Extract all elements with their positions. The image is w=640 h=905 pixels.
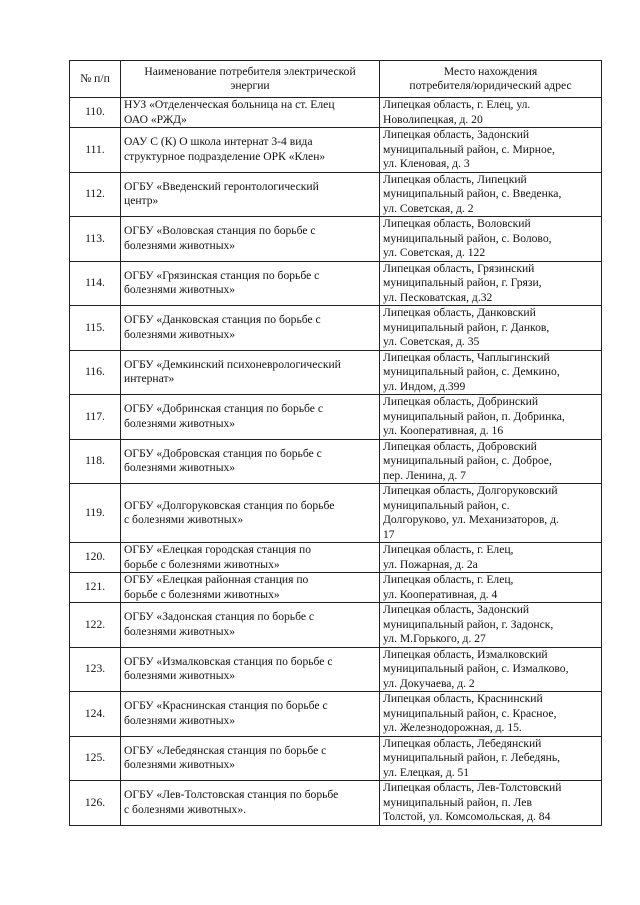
table-row xyxy=(70,439,602,484)
consumer-name-cell xyxy=(121,647,380,692)
address-line: муниципальный район, с. Введенка, xyxy=(383,187,562,200)
address-cell xyxy=(380,172,602,217)
address-line: муниципальный район, г. Грязи, xyxy=(383,276,542,289)
address-cell xyxy=(380,647,602,692)
row-number: 111. xyxy=(70,128,121,173)
consumer-name-line: структурное подразделение ОРК «Клен» xyxy=(124,149,326,163)
header-address-line: Место нахождения xyxy=(443,64,538,78)
row-number: 110. xyxy=(70,98,121,128)
consumer-name-cell xyxy=(121,306,380,351)
row-number: 119. xyxy=(70,484,121,543)
address-line: ул. Кооперативная, д. 16 xyxy=(383,424,504,437)
consumer-name-cell xyxy=(121,543,380,573)
consumer-name-line: ОГБУ «Лебедянская станция по борьбе с xyxy=(124,743,327,757)
consumer-name-line: ОГБУ «Грязинская станция по борьбе с xyxy=(124,268,320,282)
header-consumer-name xyxy=(121,61,380,98)
consumer-name-cell xyxy=(121,439,380,484)
address-line: муниципальный район, с. Измалково, xyxy=(383,662,569,675)
row-number: 126. xyxy=(70,781,121,826)
address-cell xyxy=(380,395,602,440)
consumer-name-line: ОГБУ «Воловская станция по борьбе с xyxy=(124,224,316,238)
consumer-name-line: ОГБУ «Задонская станция по борьбе с xyxy=(124,610,315,624)
header-name-line: Наименование потребителя электрической xyxy=(144,64,356,78)
consumer-name-cell xyxy=(121,573,380,603)
address-line: Липецкая область, Грязинский xyxy=(383,261,535,275)
address-line: муниципальный район, г. Лебедянь, xyxy=(383,751,561,764)
address-line: Липецкая область, Долгоруковский xyxy=(383,484,558,497)
address-line: Толстой, ул. Комсомольская, д. 84 xyxy=(383,810,551,823)
consumer-name-line: борьбе с болезнями животных» xyxy=(124,557,280,571)
consumer-name-line: болезнями животных» xyxy=(124,669,236,683)
address-cell xyxy=(380,603,602,648)
consumer-name-line: болезнями животных» xyxy=(124,758,236,772)
address-line: ул. Докучаева, д. 2 xyxy=(383,676,475,690)
address-line: ул. Советская, д. 122 xyxy=(383,246,486,259)
consumer-name-line: ОГБУ «Введенский геронтологический xyxy=(124,179,319,193)
address-cell xyxy=(380,781,602,826)
address-line: ул. Кленовая, д. 3 xyxy=(383,157,470,170)
table-row xyxy=(70,395,602,440)
consumer-name-line: НУЗ «Отделенческая больница на ст. Елец xyxy=(124,98,335,111)
consumer-name-cell xyxy=(121,261,380,306)
address-cell xyxy=(380,439,602,484)
table-row xyxy=(70,484,602,543)
table-row xyxy=(70,781,602,826)
address-line: Липецкая область, Лев-Толстовский xyxy=(383,781,562,794)
consumer-name-line: ОГБУ «Данковская станция по борьбе с xyxy=(124,313,321,327)
address-line: Липецкая область, Краснинский xyxy=(383,692,543,705)
address-line: ул. Пожарная, д. 2а xyxy=(383,557,478,571)
address-line: Липецкая область, Данковский xyxy=(383,306,536,319)
address-cell xyxy=(380,484,602,543)
table-row xyxy=(70,647,602,692)
consumer-name-line: ОГБУ «Добринская станция по борьбе с xyxy=(124,402,323,416)
table-row xyxy=(70,306,602,351)
address-line: Липецкая область, Задонский xyxy=(383,603,530,616)
header-address xyxy=(380,61,602,98)
table-header-row xyxy=(70,61,602,98)
header-number: № п/п xyxy=(70,61,121,98)
consumer-name-line: ОАУ С (К) О школа интернат 3-4 вида xyxy=(124,135,313,149)
header-address-line: потребителя/юридический адрес xyxy=(409,79,572,92)
row-number: 124. xyxy=(70,692,121,737)
address-line: Липецкая область, Лебедянский xyxy=(383,736,542,750)
row-number: 123. xyxy=(70,647,121,692)
table-row xyxy=(70,172,602,217)
table-row xyxy=(70,128,602,173)
address-line: ул. Кооперативная, д. 4 xyxy=(383,587,498,601)
address-cell xyxy=(380,350,602,395)
consumer-name-line: интернат» xyxy=(124,372,175,386)
consumer-name-cell xyxy=(121,98,380,128)
table-row xyxy=(70,350,602,395)
address-line: Липецкая область, Измалковский xyxy=(383,647,548,661)
address-cell xyxy=(380,98,602,128)
address-line: Липецкая область, Добринский xyxy=(383,395,539,408)
address-line: муниципальный район, с. Демкино, xyxy=(383,365,560,378)
consumer-name-cell xyxy=(121,781,380,826)
address-cell xyxy=(380,261,602,306)
consumer-name-line: ОГБУ «Измалковская станция по борьбе с xyxy=(124,654,333,668)
consumer-name-line: болезнями животных» xyxy=(124,624,236,638)
address-line: Липецкая область, Чаплыгинский xyxy=(383,350,550,364)
address-line: муниципальный район, с. Волово, xyxy=(383,231,552,245)
row-number: 121. xyxy=(70,573,121,603)
table-row xyxy=(70,543,602,573)
address-cell xyxy=(380,573,602,603)
address-cell xyxy=(380,128,602,173)
address-line: ул. М.Горького, д. 27 xyxy=(383,632,486,645)
consumer-name-line: центр» xyxy=(124,194,159,208)
consumer-name-line: болезнями животных» xyxy=(124,416,236,430)
address-line: 17 xyxy=(383,527,395,541)
address-cell xyxy=(380,692,602,737)
address-line: муниципальный район, с. xyxy=(383,498,510,512)
consumer-name-cell xyxy=(121,692,380,737)
header-name-line: энергии xyxy=(230,79,270,92)
address-line: муниципальный район, с. Красное, xyxy=(383,706,557,720)
address-line: ул. Железнодорожная, д. 15. xyxy=(383,721,522,734)
address-line: Липецкая область, г. Елец, ул. xyxy=(383,98,531,111)
consumer-name-line: ОГБУ «Добровская станция по борьбе с xyxy=(124,446,322,460)
table-row xyxy=(70,692,602,737)
row-number: 117. xyxy=(70,395,121,440)
table-row xyxy=(70,98,602,128)
consumer-name-line: болезнями животных» xyxy=(124,238,236,252)
address-line: Липецкая область, г. Елец, xyxy=(383,573,514,586)
consumer-name-line: с болезнями животных» xyxy=(124,513,244,526)
address-line: Липецкая область, г. Елец, xyxy=(383,543,514,556)
address-line: ул. Песковатская, д.32 xyxy=(383,290,493,304)
address-line: пер. Ленина, д. 7 xyxy=(383,468,466,482)
consumer-name-line: ОАО «РЖД» xyxy=(124,112,187,126)
consumer-name-line: ОГБУ «Демкинский психоневрологический xyxy=(124,357,341,371)
consumer-name-cell xyxy=(121,128,380,173)
consumer-name-line: болезнями животных» xyxy=(124,713,236,727)
address-line: Липецкая область, Воловский xyxy=(383,217,531,230)
table-row xyxy=(70,261,602,306)
address-line: Липецкая область, Задонский xyxy=(383,128,530,141)
address-cell xyxy=(380,543,602,573)
address-line: Новолипецкая, д. 20 xyxy=(383,112,483,126)
address-line: Липецкая область, Добровский xyxy=(383,439,537,453)
row-number: 115. xyxy=(70,306,121,351)
consumer-name-cell xyxy=(121,395,380,440)
address-cell xyxy=(380,736,602,781)
address-line: ул. Индом, д.399 xyxy=(383,379,466,393)
row-number: 114. xyxy=(70,261,121,306)
row-number: 122. xyxy=(70,603,121,648)
table-row xyxy=(70,217,602,262)
row-number: 118. xyxy=(70,439,121,484)
address-line: Липецкая область, Липецкий xyxy=(383,172,527,186)
row-number: 125. xyxy=(70,736,121,781)
consumer-name-line: борьбе с болезнями животных» xyxy=(124,587,280,601)
address-line: ул. Советская, д. 35 xyxy=(383,335,480,348)
address-line: муниципальный район, п. Добринка, xyxy=(383,409,565,423)
consumer-name-line: с болезнями животных». xyxy=(124,802,247,816)
address-line: ул. Советская, д. 2 xyxy=(383,201,474,215)
row-number: 113. xyxy=(70,217,121,262)
consumer-name-line: ОГБУ «Елецкая городская станция по xyxy=(124,543,312,556)
table-row xyxy=(70,603,602,648)
consumer-name-cell xyxy=(121,172,380,217)
consumer-name-line: болезнями животных» xyxy=(124,327,236,341)
consumer-name-line: болезнями животных» xyxy=(124,283,236,297)
table-row xyxy=(70,736,602,781)
consumer-name-cell xyxy=(121,217,380,262)
consumer-name-line: ОГБУ «Долгоруковская станция по борьбе xyxy=(124,498,335,512)
consumer-name-line: ОГБУ «Елецкая районная станция по xyxy=(124,573,309,586)
consumer-name-line: ОГБУ «Краснинская станция по борьбе с xyxy=(124,699,328,713)
address-line: муниципальный район, г. Данков, xyxy=(383,320,550,334)
table-body xyxy=(70,98,602,826)
address-cell xyxy=(380,306,602,351)
address-line: ул. Елецкая, д. 51 xyxy=(383,765,470,779)
consumer-name-line: болезнями животных» xyxy=(124,461,236,475)
consumers-table xyxy=(69,60,602,826)
address-line: Долгоруково, ул. Механизаторов, д. xyxy=(383,513,559,526)
consumer-name-cell xyxy=(121,484,380,543)
address-cell xyxy=(380,217,602,262)
consumer-name-cell xyxy=(121,603,380,648)
row-number: 116. xyxy=(70,350,121,395)
consumer-name-line: ОГБУ «Лев-Толстовская станция по борьбе xyxy=(124,788,339,802)
row-number: 112. xyxy=(70,172,121,217)
address-line: муниципальный район, г. Задонск, xyxy=(383,617,554,631)
address-line: муниципальный район, с. Доброе, xyxy=(383,454,552,467)
row-number: 120. xyxy=(70,543,121,573)
table-row xyxy=(70,573,602,603)
address-line: муниципальный район, п. Лев xyxy=(383,795,532,809)
consumer-name-cell xyxy=(121,350,380,395)
address-line: муниципальный район, с. Мирное, xyxy=(383,142,555,156)
consumer-name-cell xyxy=(121,736,380,781)
